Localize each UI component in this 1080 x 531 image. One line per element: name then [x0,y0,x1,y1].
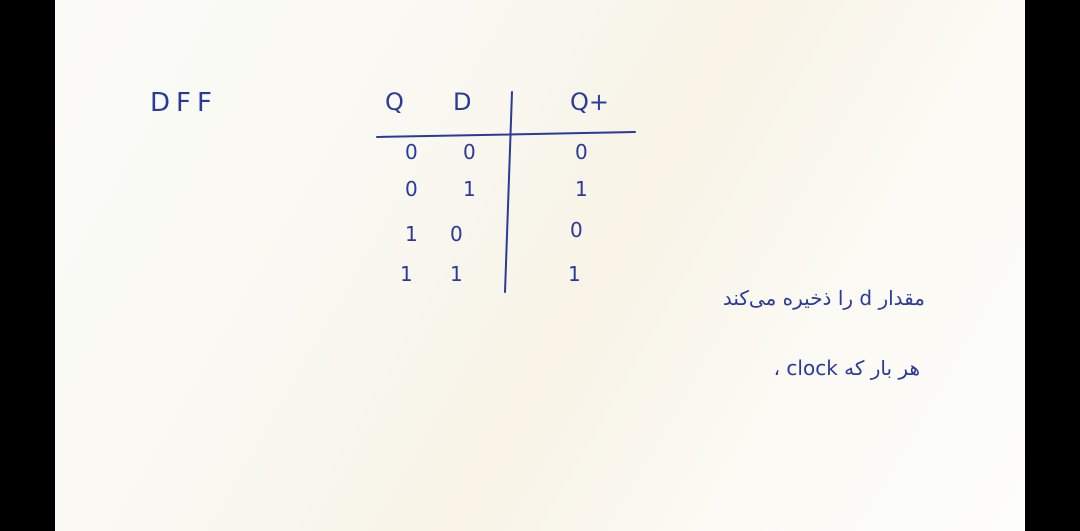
table-cell: 1 [575,177,588,201]
table-cell: 1 [568,262,581,286]
table-cell: 0 [463,140,476,164]
table-cell: 0 [575,140,588,164]
table-cell: 0 [570,218,583,242]
table-cell: 1 [400,262,413,286]
table-lines [55,0,1025,531]
note-line-2: هر بار که clock ، [773,356,920,380]
paper-sheet [55,0,1025,531]
table-cell: 0 [405,177,418,201]
table-cell: 1 [463,177,476,201]
table-cell: 0 [450,222,463,246]
header-q: Q [385,88,404,116]
table-cell: 0 [405,140,418,164]
page-title: DFF [150,88,218,118]
header-d: D [453,88,472,116]
table-cell: 1 [405,222,418,246]
note-line-1: مقدار d را ذخیره می‌کند [722,286,925,310]
header-q-next: Q+ [570,88,609,116]
table-cell: 1 [450,262,463,286]
